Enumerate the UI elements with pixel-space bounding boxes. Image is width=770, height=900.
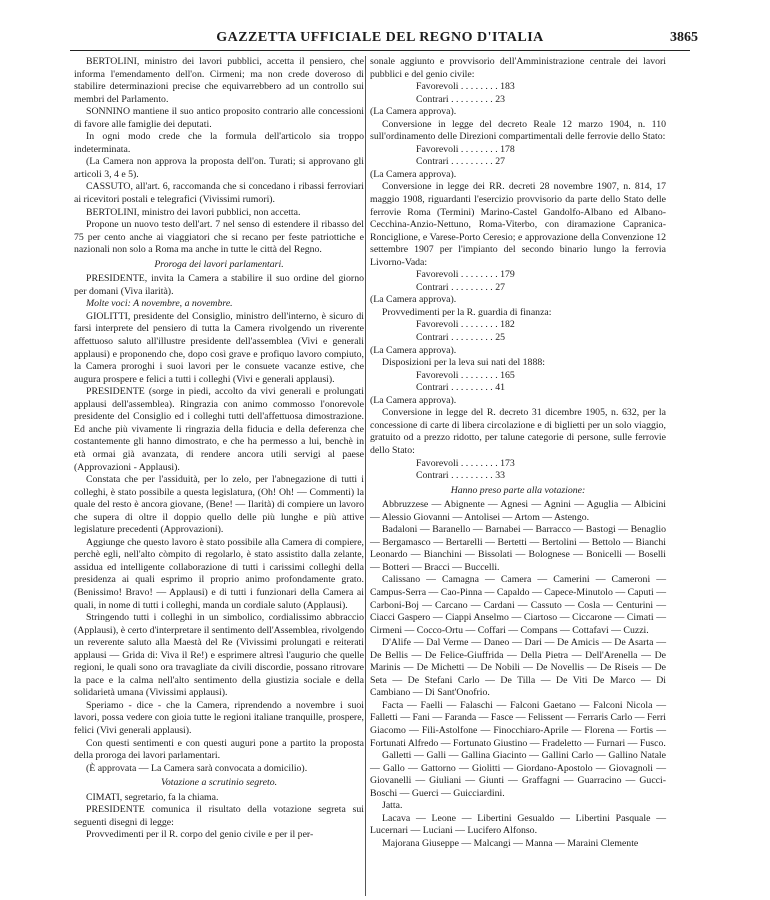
- paragraph: GIOLITTI, presidente del Consiglio, ministro dell'interno, è sicuro di farsi interprete del pensiero di tutta la Camera rivolgendo un riverente affettuoso saluto all'illustre presidente dell'assemblea (Vivi e generali applausi) e proponendo che, dopo così grave e profiquo lavoro compiuto, la Camera proroghi i suoi lavori per le consuete vacanze estive, che augura prospere e felici a tutti i colleghi (Vivi e generali applausi).: [74, 310, 364, 385]
- paragraph: In ogni modo crede che la formula dell'articolo sia troppo indeterminata.: [74, 131, 364, 155]
- section-heading: Proroga dei lavori parlamentari.: [154, 258, 284, 270]
- section-heading: Hanno preso parte alla votazione:: [450, 484, 586, 496]
- name-list: Lacava — Leone — Libertini Gesualdo — Libertini Pasquale — Lucernari — Luciani — Lucifero Alfonso.: [370, 812, 666, 837]
- paragraph: Conversione in legge del decreto Reale 12 marzo 1904, n. 110 sull'ordinamento delle Direzioni compartimentali delle ferrovie dello Stato:: [370, 118, 666, 143]
- vote-contrari: Contrari . . . . . . . . . 27: [416, 156, 505, 168]
- paragraph: PRESIDENTE comunica il risultato della votazione segreta sui seguenti disegni di legge:: [74, 804, 364, 828]
- paragraph: Aggiunge che questo lavoro è stato possibile alla Camera di compiere, perchè egli, nell'alto còmpito di regolarlo, è stato assistito dalla zelante, assidua ed intelligente collaborazione di tutti i carissimi colleghi della presidenza ai quali esprimo il proprio animo profondamente grato. (Benissimo! Bravo! — Applausi) e di tutti i funzionari della Camera ai quali, in nome di tutti i colleghi, manda un cordiale saluto (Applausi).: [74, 536, 364, 611]
- page-header: [70, 30, 698, 52]
- vote-favorevoli: Favorevoli . . . . . . . . 165: [416, 369, 515, 381]
- name-list: Calissano — Camagna — Camera — Camerini — Cameroni — Campus-Serra — Cao-Pinna — Capaldo — Capece-Minutolo — Caputi — Carboni-Boj — Carcano — Cardani — Cassuto — Cosla — Centurini — Ciacci Gaspero — Ciappi Anselmo — Ciartoso — Ciccarone — Cimati — Cirmeni — Cocco-Ortu — Coffari — Compans — Cottafavi — Cuzzi.: [370, 574, 666, 636]
- section-heading: Votazione a scrutinio segreto.: [160, 777, 278, 789]
- paragraph: PRESIDENTE, invita la Camera a stabilire il suo ordine del giorno per domani (Viva ilarità).: [74, 273, 364, 297]
- paragraph: CASSUTO, all'art. 6, raccomanda che si concedano i ribassi ferroviari ai ricevitori postali e telegrafici (Vivissimi rumori).: [74, 181, 364, 206]
- header-rule: [70, 50, 690, 51]
- paragraph: Provvedimenti per la R. guardia di finanza:: [382, 306, 552, 318]
- name-list: Abbruzzese — Abignente — Agnesi — Agnini — Aguglia — Albicini — Alessio Giovanni — Antolisei — Artom — Astengo.: [370, 499, 666, 523]
- paragraph: BERTOLINI, ministro dei lavori pubblici, accetta il pensiero, che informa l'emendamento dell'on. Cirmeni; ma non crede doveroso di stabilire determinazioni precise che equivarrebbero ad un controllo sui membri del Parlamento.: [74, 56, 364, 105]
- name-list: D'Alife — Dal Verme — Daneo — Dari — De Amicis — De Asarta — De Bellis — De Felice-Giuffrida — Della Pietra — Dell'Arenella — De Marinis — De Michetti — De Nobili — De Novellis — De Riseis — De Seta — De Stefani Carlo — De Tilla — De Viti De Marco — Di Cambiano — Di Sant'Onofrio.: [370, 637, 666, 699]
- vote-favorevoli: Favorevoli . . . . . . . . 182: [416, 319, 515, 331]
- approval-note: (La Camera approva).: [370, 106, 457, 118]
- vote-favorevoli: Favorevoli . . . . . . . . 178: [416, 143, 515, 155]
- approval-note: (La Camera approva).: [370, 168, 457, 180]
- paragraph: (È approvata — La Camera sarà convocata a domicilio).: [86, 762, 308, 774]
- paragraph: Provvedimenti per il R. corpo del genio civile e per il per-: [86, 829, 314, 841]
- name-list: Jatta.: [382, 800, 403, 812]
- paragraph: SONNINO mantiene il suo antico proposito contrario alle concessioni di favore alle famiglie dei deputati.: [74, 106, 364, 130]
- vote-contrari: Contrari . . . . . . . . . 27: [416, 281, 505, 293]
- name-list: Badaloni — Baranello — Barnabei — Barracco — Bastogi — Benaglio — Bergamasco — Bertarelli — Bertetti — Bertolini — Bettolo — Bianchi Leonardo — Bianchini — Bissolati — Bolognese — Bonicelli — Boselli — Botteri — Bracci — Buccelli.: [370, 524, 666, 573]
- paragraph: Conversione in legge del R. decreto 31 dicembre 1905, n. 632, per la concessione di carte di libera circolazione e di biglietti per un solo viaggio, gratuito od a prezzo ridotto, per talune categorie di persone, sulle ferrovie dello Stato:: [370, 407, 666, 456]
- page-number: 3865: [670, 30, 698, 45]
- paragraph: Speriamo - dice - che la Camera, riprendendo a novembre i suoi lavori, possa vedere con gioia tutte le regioni italiane tranquille, prospere, felici (Vivi generali applausi).: [74, 699, 364, 736]
- column-divider: [365, 56, 366, 896]
- paragraph: Constata che per l'assiduità, per lo zelo, per l'abnegazione di tutti i colleghi, è stato possibile a questa legislatura, (Oh! Oh! — Commenti) la quale del resto è ancora giovane, (Bene! — Ilarità) di compiere un lavoro che supera di oltre il doppio quello delle più lunghe e più attive legislature precedenti (Approvazioni).: [74, 474, 364, 536]
- vote-contrari: Contrari . . . . . . . . . 23: [416, 93, 505, 105]
- paragraph: Stringendo tutti i colleghi in un simbolico, cordialissimo abbraccio (Applausi), è certo d'interpretare il sentimento dell'Assemblea, rivolgendo un reverente saluto alla Maestà del Re (Vivissimi prolungati e reiterati applausi — Grida di: Viva il Re!) e esprimere altresì l'augurio che quelle regioni, le quali sono ora travagliate da civili discordie, possano ritrovare la pace e la calma nell'alto sentimento della giustizia sociale e della solidarietà umana (Vivissimi applausi).: [74, 612, 364, 699]
- vote-contrari: Contrari . . . . . . . . . 33: [416, 470, 505, 482]
- gazette-title: GAZZETTA UFFICIALE DEL REGNO D'ITALIA: [216, 30, 544, 45]
- vote-contrari: Contrari . . . . . . . . . 25: [416, 332, 505, 344]
- approval-note: (La Camera approva).: [370, 344, 457, 356]
- paragraph: sonale aggiunto e provvisorio dell'Amministrazione centrale dei lavori pubblici e del genio civile:: [370, 56, 666, 80]
- approval-note: (La Camera approva).: [370, 394, 457, 406]
- name-list: Galletti — Galli — Gallina Giacinto — Gallini Carlo — Gallino Natale — Gallo — Gattorno — Giolitti — Giordano-Apostolo — Giovagnoli — Giovanelli — Giuliani — Giunti — Graffagni — Guarracino — Gucci-Boschi — Guerci — Guicciardini.: [370, 750, 666, 799]
- vote-contrari: Contrari . . . . . . . . . 41: [416, 382, 505, 394]
- vote-favorevoli: Favorevoli . . . . . . . . 173: [416, 457, 515, 469]
- paragraph: Con questi sentimenti e con questi auguri pone a partito la proposta della proroga dei lavori parlamentari.: [74, 737, 364, 762]
- paragraph: Molte voci: A novembre, a novembre.: [86, 298, 233, 310]
- name-list: Facta — Faelli — Falaschi — Falconi Gaetano — Falconi Nicola — Falletti — Fani — Faranda — Fasce — Felissent — Ferraris Carlo — Ferri Giacomo — Fili-Astolfone — Finocchiaro-Aprile — Florena — Fortis — Fortunati Alfredo — Fortunato Giustino — Fradeletto — Furnari — Fusco.: [370, 699, 666, 749]
- paragraph: CIMATI, segretario, fa la chiama.: [86, 791, 219, 803]
- right-column: [370, 56, 666, 850]
- approval-note: (La Camera approva).: [370, 294, 457, 306]
- paragraph: Disposizioni per la leva sui nati del 1888:: [382, 357, 545, 369]
- vote-favorevoli: Favorevoli . . . . . . . . 179: [416, 269, 515, 281]
- name-list: Majorana Giuseppe — Malcangi — Manna — Maraini Clemente: [382, 837, 639, 849]
- vote-favorevoli: Favorevoli . . . . . . . . 183: [416, 81, 515, 93]
- paragraph: Conversione in legge dei RR. decreti 28 novembre 1907, n. 814, 17 maggio 1908, riguardanti l'esercizio provvisorio da parte dello Stato delle ferrovie Roma (Termini) Marino-Castel Gandolfo-Albano ed Albano-Cecchina-Anzio-Nettuno, Roma-Viterbo, con diramazione Capranica-Ronciglione, e Varese-Porto Ceresio; e approvazione della Convenzione 12 settembre 1907 per l'impianto del secondo binario lungo la ferrovia Livorno-Vada:: [370, 181, 666, 268]
- paragraph: Propone un nuovo testo dell'art. 7 nel senso di estendere il ribasso del 75 per cento anche ai viaggiatori che si recano per feste patriottiche e nazionali non solo a Roma ma anche in tutte le città del Regno.: [74, 219, 364, 256]
- paragraph: PRESIDENTE (sorge in piedi, accolto da vivi generali e prolungati applausi dell'assemblea). Ringrazia con animo commosso l'onorevole presidente del Consiglio ed i colleghi tutti dell'affettuosa dimostrazione. Ed anche più vivamente li ringrazia della fiducia e della deferenza che costantemente gli hanno dimostrato, e che ha permesso a lui, benchè in età ormai già avanzata, di rendere ancora utili servigi al paese (Approvazioni - Applausi).: [74, 386, 364, 473]
- left-column: [74, 56, 364, 842]
- paragraph: BERTOLINI, ministro dei lavori pubblici, non accetta.: [86, 206, 301, 218]
- paragraph: (La Camera non approva la proposta dell'on. Turati; si approvano gli articoli 3, 4 e 5).: [74, 156, 364, 180]
